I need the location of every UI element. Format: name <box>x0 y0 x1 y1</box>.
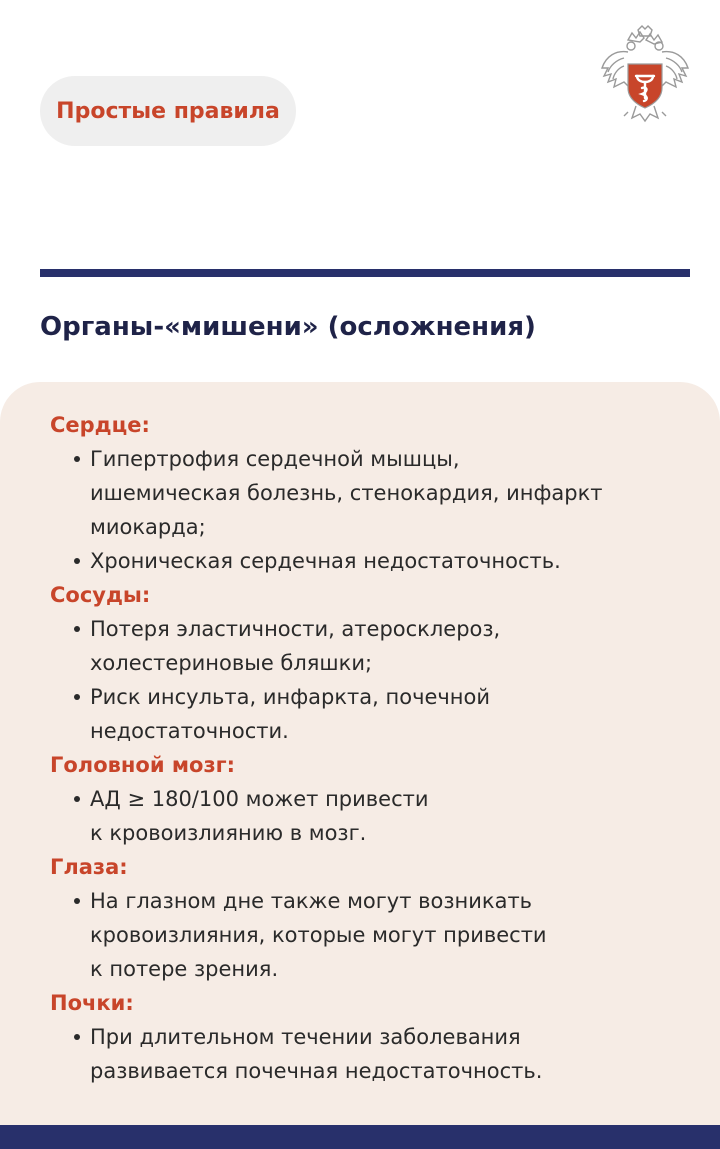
list-item <box>50 442 700 544</box>
list-item-text-line: холестериновые бляшки; <box>90 651 373 675</box>
list-item <box>50 544 700 578</box>
simple-rules-badge <box>40 76 296 146</box>
list-item-text-line: Потеря эластичности, атеросклероз, <box>90 617 501 641</box>
list-item-text-line: Хроническая сердечная недостаточность. <box>90 549 561 573</box>
list-item-text-line: к потере зрения. <box>90 957 279 981</box>
double-headed-eagle-medical-emblem-icon <box>598 24 692 124</box>
list-item-text-line: ишемическая болезнь, стенокардия, инфаркт <box>90 481 603 505</box>
simple-rules-badge-label: Простые правила <box>56 98 280 124</box>
bottom-bar <box>0 1125 720 1149</box>
list-item <box>50 884 700 986</box>
bullet-list <box>50 884 700 986</box>
list-item <box>50 1020 700 1088</box>
bullet-list <box>50 782 700 850</box>
page-title: Органы-«мишени» (осложнения) <box>40 312 536 342</box>
list-item-text-line: кровоизлияния, которые могут привести <box>90 923 547 947</box>
section-title: Почки: <box>50 991 134 1015</box>
section-title: Головной мозг: <box>50 753 236 777</box>
list-item-text-line: При длительном течении заболевания <box>90 1025 521 1049</box>
list-item-text-line: Гипертрофия сердечной мышцы, <box>90 447 460 471</box>
section-divider <box>40 269 690 277</box>
list-item-text-line: миокарда; <box>90 515 206 539</box>
list-item-text-line: Риск инсульта, инфаркта, почечной <box>90 685 491 709</box>
list-item-text-line: развивается почечная недостаточность. <box>90 1059 543 1083</box>
list-item-text-line: к кровоизлиянию в мозг. <box>90 821 367 845</box>
section-title: Глаза: <box>50 855 128 879</box>
bullet-list <box>50 442 700 578</box>
list-item-text-line: На глазном дне также могут возникать <box>90 889 533 913</box>
list-item <box>50 612 700 680</box>
bullet-list <box>50 612 700 748</box>
list-item-text-line: недостаточности. <box>90 719 289 743</box>
section-title: Сосуды: <box>50 583 151 607</box>
list-item-text-line: АД ≥ 180/100 может привести <box>90 787 429 811</box>
list-item <box>50 680 700 748</box>
complications-list <box>50 408 700 1088</box>
bullet-list <box>50 1020 700 1088</box>
section-title: Сердце: <box>50 413 150 437</box>
list-item <box>50 782 700 850</box>
